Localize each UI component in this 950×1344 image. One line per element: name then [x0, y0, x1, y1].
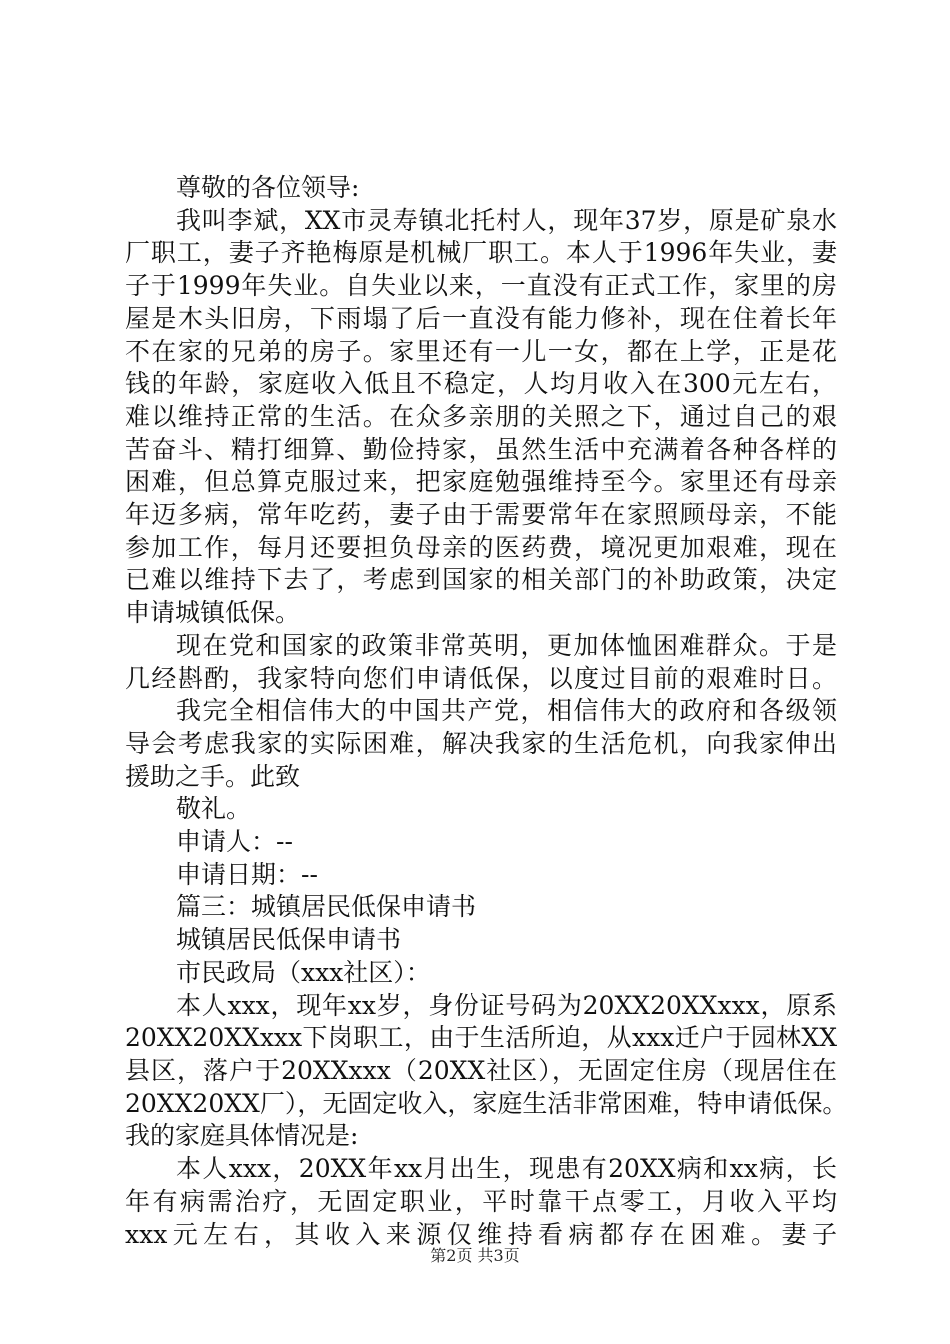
- text-line: 我完全相信伟大的中国共产党，相信伟大的政府和各级领: [176, 696, 837, 726]
- text-line: 申请人：--: [176, 827, 293, 857]
- text-line: 市民政局（xxx社区）：: [176, 957, 431, 987]
- text-line: 现在党和国家的政策非常英明，更加体恤困难群众。于是: [176, 630, 837, 660]
- text-line: 我叫李斌，XX市灵寿镇北托村人，现年37岁，原是矿泉水: [176, 205, 837, 235]
- text-line: 已难以维持下去了，考虑到国家的相关部门的补助政策，决定: [125, 565, 837, 595]
- document-body: [125, 172, 848, 1251]
- text-line: 20XX20XXxxx下岗职工，由于生活所迫，从xxx迁户于园林XX: [125, 1023, 837, 1053]
- text-line: 尊敬的各位领导:: [176, 173, 360, 202]
- text-line: 援助之手。此致: [125, 761, 301, 791]
- text-line: 导会考虑我家的实际困难，解决我家的生活危机，向我家伸出: [125, 728, 837, 758]
- text-line: 年迈多病，常年吃药，妻子由于需要常年在家照顾母亲，不能: [125, 500, 837, 530]
- text-line: 几经斟酌，我家特向您们申请低保，以度过目前的艰难时日。: [125, 663, 837, 693]
- text-line: 篇三：城镇居民低保申请书: [176, 892, 477, 922]
- text-line: 厂职工，妻子齐艳梅原是机械厂职工。本人于1996年失业，妻: [125, 238, 837, 268]
- text-line: 困难，但总算克服过来，把家庭勉强维持至今。家里还有母亲: [125, 467, 837, 497]
- text-line: 参加工作，每月还要担负母亲的医药费，境况更加艰难，现在: [125, 532, 837, 562]
- text-line: 本人xxx，20XX年xx月出生，现患有20XX病和xx病，长: [176, 1154, 837, 1184]
- text-line: 年有病需治疗，无固定职业，平时靠干点零工，月收入平均: [125, 1186, 837, 1216]
- text-line: 钱的年龄，家庭收入低且不稳定，人均月收入在300元左右，: [125, 369, 837, 399]
- text-line: xxx元左右，其收入来源仅维持看病都存在困难。妻子: [125, 1219, 837, 1249]
- text-line: 本人xxx，现年xx岁，身份证号码为20XX20XXxxx，原系: [176, 990, 837, 1020]
- text-line: 城镇居民低保申请书: [176, 925, 402, 955]
- text-line: 苦奋斗、精打细算、勤俭持家，虽然生活中充满着各种各样的: [125, 434, 837, 464]
- text-line: 申请日期：--: [176, 859, 318, 889]
- text-line: 20XX20XX厂），无固定收入，家庭生活非常困难，特申请低保。: [125, 1088, 848, 1118]
- text-line: 屋是木头旧房，下雨塌了后一直没有能力修补，现在住着长年: [125, 303, 837, 333]
- text-line: 我的家庭具体情况是:: [125, 1121, 359, 1151]
- text-line: 不在家的兄弟的房子。家里还有一儿一女，都在上学，正是花: [125, 336, 837, 366]
- text-line: 敬礼。: [176, 794, 252, 824]
- text-line: 子于1999年失业。自失业以来，一直没有正式工作，家里的房: [125, 271, 837, 301]
- text-line: 县区，落户于20XXxxx（20XX社区），无固定住房（现居住在: [125, 1055, 837, 1085]
- text-line: 申请城镇低保。: [125, 598, 301, 628]
- page-footer: 第2页 共3页: [430, 1246, 520, 1265]
- text-line: 难以维持正常的生活。在众多亲朋的关照之下，通过自己的艰: [125, 401, 837, 431]
